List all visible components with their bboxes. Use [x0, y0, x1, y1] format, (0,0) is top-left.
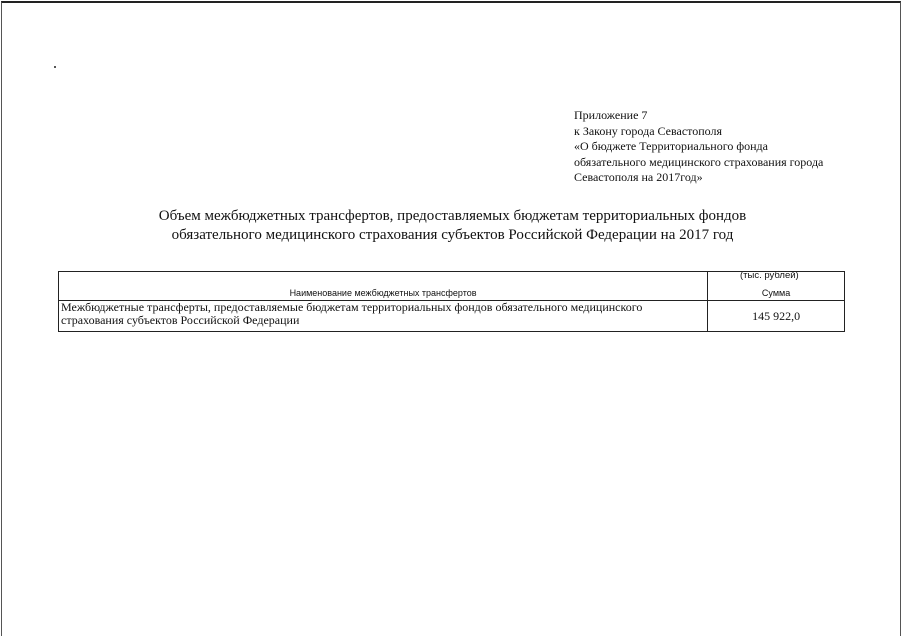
appendix-line: Севастополя на 2017год»	[574, 170, 703, 184]
scan-speck	[54, 66, 56, 68]
row-name: Межбюджетные трансферты, предоставляемые бюджетам территориальных фондов обязательного медицинского страхования субъектов Российской Федерации	[59, 301, 708, 332]
appendix-line: Приложение 7	[574, 108, 648, 122]
document-title-line-1: Объем межбюджетных трансфертов, предоставляемых бюджетам территориальных фондов	[158, 208, 747, 224]
header-sum: Сумма	[708, 272, 845, 301]
appendix-block	[574, 108, 874, 186]
row-sum: 145 922,0	[708, 301, 845, 332]
transfers-table	[58, 271, 845, 332]
appendix-line: к Закону города Севастополя	[574, 123, 723, 138]
table-row	[59, 301, 845, 332]
appendix-line: обязательного медицинского страхования города	[574, 154, 824, 169]
units-label: (тыс. рублей)	[740, 270, 799, 281]
appendix-line: «О бюджете Территориального фонда	[574, 139, 768, 153]
table-header-row	[59, 272, 845, 301]
document-title	[80, 207, 825, 245]
document-title-line-2: обязательного медицинского страхования субъектов Российской Федерации на 2017 год	[171, 227, 734, 243]
header-name: Наименование межбюджетных трансфертов	[59, 272, 708, 301]
